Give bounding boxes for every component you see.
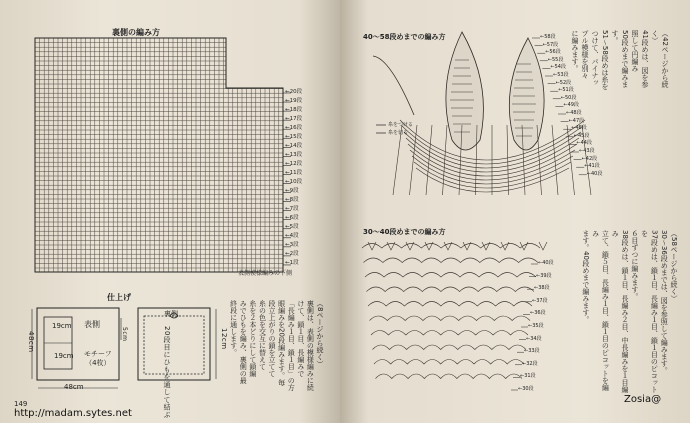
row-label: ←33段 (524, 348, 540, 355)
text-line: けて、鎖１目、長編みで (296, 300, 305, 377)
row-label: ←3段 (285, 242, 299, 249)
arch-row (364, 258, 539, 263)
fan-motif (463, 242, 471, 250)
row-label: ←4段 (285, 233, 299, 240)
arch-row (376, 374, 523, 379)
dim-48-height: 48cm (27, 331, 35, 353)
row-label: ←42段 (581, 155, 598, 162)
text-line: 「長編み１目、鎖１目」の方 (287, 300, 296, 391)
arch-row (370, 316, 531, 321)
row-label: ←58段 (540, 34, 556, 40)
text-line: （42ページから続く） (651, 30, 669, 88)
text-line: 段立上がりの鎖を立てて (268, 300, 277, 377)
row-label: ←9段 (285, 188, 299, 195)
legend-cut: 糸を切る (388, 130, 409, 136)
text-line: 終段に通します。 (229, 300, 238, 356)
left-instructions (228, 300, 324, 402)
watermark-zosia: Zosia@ (624, 394, 662, 405)
row-label: ←51段 (558, 87, 574, 94)
row-label: ←52段 (555, 79, 572, 86)
bottom-chart-title: 30〜40段めまでの編み方 (363, 228, 446, 236)
text-line: 51〜58段めは糸をつけて、パイナップル模様を別々 (581, 30, 609, 90)
right-instructions-bottom (580, 230, 678, 395)
fan-motif (539, 242, 547, 250)
row-label: ←32段 (522, 360, 538, 367)
dim-48-width: 48cm (64, 383, 84, 391)
row-label: ←31段 (520, 373, 536, 380)
finishing-title: 仕上げ (107, 293, 131, 302)
fan-row-arc (404, 132, 581, 168)
watermark-url: http://madam.sytes.net (14, 408, 132, 419)
fan-stitch-ray (552, 125, 558, 195)
dim-19-height: 19cm (54, 352, 74, 360)
fan-motif (425, 242, 433, 250)
row-label: ←34段 (526, 335, 542, 342)
page-number: 149 (14, 400, 28, 408)
text-line: ６目ずつに編みます。 (630, 230, 639, 300)
row-label: ←19段 (285, 97, 303, 104)
row-label: ←56段 (545, 49, 561, 56)
left-page (0, 0, 340, 423)
row-label: ←5段 (285, 224, 299, 231)
row-label: ←1段 (285, 260, 299, 267)
row-label: ←40段 (586, 170, 603, 177)
text-line: （58ページから続く） (670, 230, 678, 302)
bottom-label: 表側模様編みの下側 (238, 270, 293, 277)
pineapple-left (446, 32, 484, 150)
row-label: ←39段 (536, 272, 552, 279)
row-label: ←18段 (285, 106, 303, 113)
arch-row (374, 360, 524, 365)
back-panel (138, 308, 210, 419)
legend-attach: 糸をつける (388, 122, 414, 128)
text-line: 41段めは、図を参照して円編み (631, 30, 649, 88)
row-label: ←49段 (563, 102, 579, 109)
row-label: ←12段 (285, 160, 303, 167)
fan-motif (406, 242, 414, 250)
row-label: ←7段 (285, 206, 299, 213)
fan-motif (387, 242, 395, 250)
arch-chart (362, 242, 547, 379)
text-line: 50段めまで編みます。 (611, 30, 629, 88)
back-label: 裏側 (164, 310, 178, 318)
chart-title-back: 裏側の編み方 (112, 28, 160, 37)
row-label: ←44段 (576, 140, 592, 147)
right-instructions-top (570, 30, 670, 90)
top-chart-title: 40〜58段めまでの編み方 (363, 33, 446, 41)
fan-row-arc (400, 117, 585, 160)
dim-5: 5cm (121, 327, 128, 342)
text-line: 裏側は、表側の模様編みに続 (306, 300, 315, 391)
row-label: ←53段 (553, 72, 569, 78)
row-label: ←17段 (285, 115, 303, 122)
text-line: （8ページから続く） (316, 300, 324, 368)
row-label: ←37段 (532, 297, 548, 304)
text-line: に編みます。 (571, 30, 579, 72)
row-label: ←54段 (550, 64, 566, 71)
row-label: ←38段 (534, 285, 550, 292)
row-label: ←46段 (571, 125, 587, 132)
right-page (340, 0, 690, 423)
drawstring-path (144, 316, 204, 419)
row-label: ←50段 (560, 94, 577, 101)
row-label: ←57段 (542, 41, 559, 48)
row-label: ←48段 (566, 110, 582, 116)
fan-stitch-ray (426, 125, 432, 195)
row-label: ←10段 (285, 179, 303, 185)
text-line: 38段めは、鎖１目、長編み２目、中長編みを１目編み (611, 230, 630, 393)
row-label: ←2段 (285, 251, 299, 258)
row-label: ←11段 (285, 169, 303, 176)
arch-row (368, 302, 532, 307)
arch-row (367, 287, 535, 292)
row-label: ←8段 (285, 197, 299, 204)
pineapple-right (509, 38, 544, 150)
text-line: 糸の色を交互に替えて (258, 300, 267, 370)
text-line: みでひもを編み、裏側の最 (239, 300, 248, 384)
fan-stitch-ray (507, 125, 509, 195)
row-label: ←40段 (538, 260, 554, 266)
row-label: ←16段 (285, 124, 303, 131)
row-label: ←35段 (528, 323, 544, 329)
row-label: ←41段 (584, 163, 600, 170)
arch-row (365, 273, 536, 278)
arch-row (373, 345, 527, 350)
fan-motif (501, 242, 509, 250)
motif-label: モチーフ （4枚） (84, 350, 112, 367)
dim-12: 12cm (220, 328, 228, 350)
text-line: 30〜36段めまでは、図を参照して編みます。 (660, 230, 669, 374)
row-label: ←43段 (579, 148, 595, 154)
fan-stitch-ray (410, 125, 418, 195)
row-label: ←13段 (285, 151, 303, 158)
text-line: ます。40段めまで編みます。 (581, 230, 590, 323)
row-label: ←36段 (530, 310, 546, 317)
row-label: ←20段 (285, 88, 303, 95)
dim-19-width: 19cm (52, 322, 72, 330)
row-label: ←47段 (568, 117, 585, 124)
row-label: ←30段 (518, 386, 534, 392)
front-label: 表側 (84, 320, 100, 329)
arch-row (371, 331, 528, 336)
fan-motif (520, 242, 528, 250)
yarn-tail (373, 56, 414, 115)
row-label: ←45段 (573, 132, 590, 139)
text-line: 37段めは、鎖１目、長編み１目、鎖１目のピコットを (640, 230, 659, 393)
row-label: ←55段 (547, 56, 564, 63)
text-line: 眼編みを20段編みます。毎 (277, 300, 286, 386)
text-line: 糸を２本どりにして鎖編 (248, 300, 257, 377)
back-note: 20段目にひもを通して結ぶ (163, 326, 171, 419)
grid-chart (35, 38, 283, 272)
row-label: ←15段 (285, 133, 303, 140)
row-label: ←6段 (285, 215, 299, 222)
pineapple-chart (393, 117, 591, 195)
row-label: ←14段 (285, 142, 303, 149)
text-line: 立て、鎖５目、長編み１目、鎖１目のピコットを編み (591, 230, 610, 391)
